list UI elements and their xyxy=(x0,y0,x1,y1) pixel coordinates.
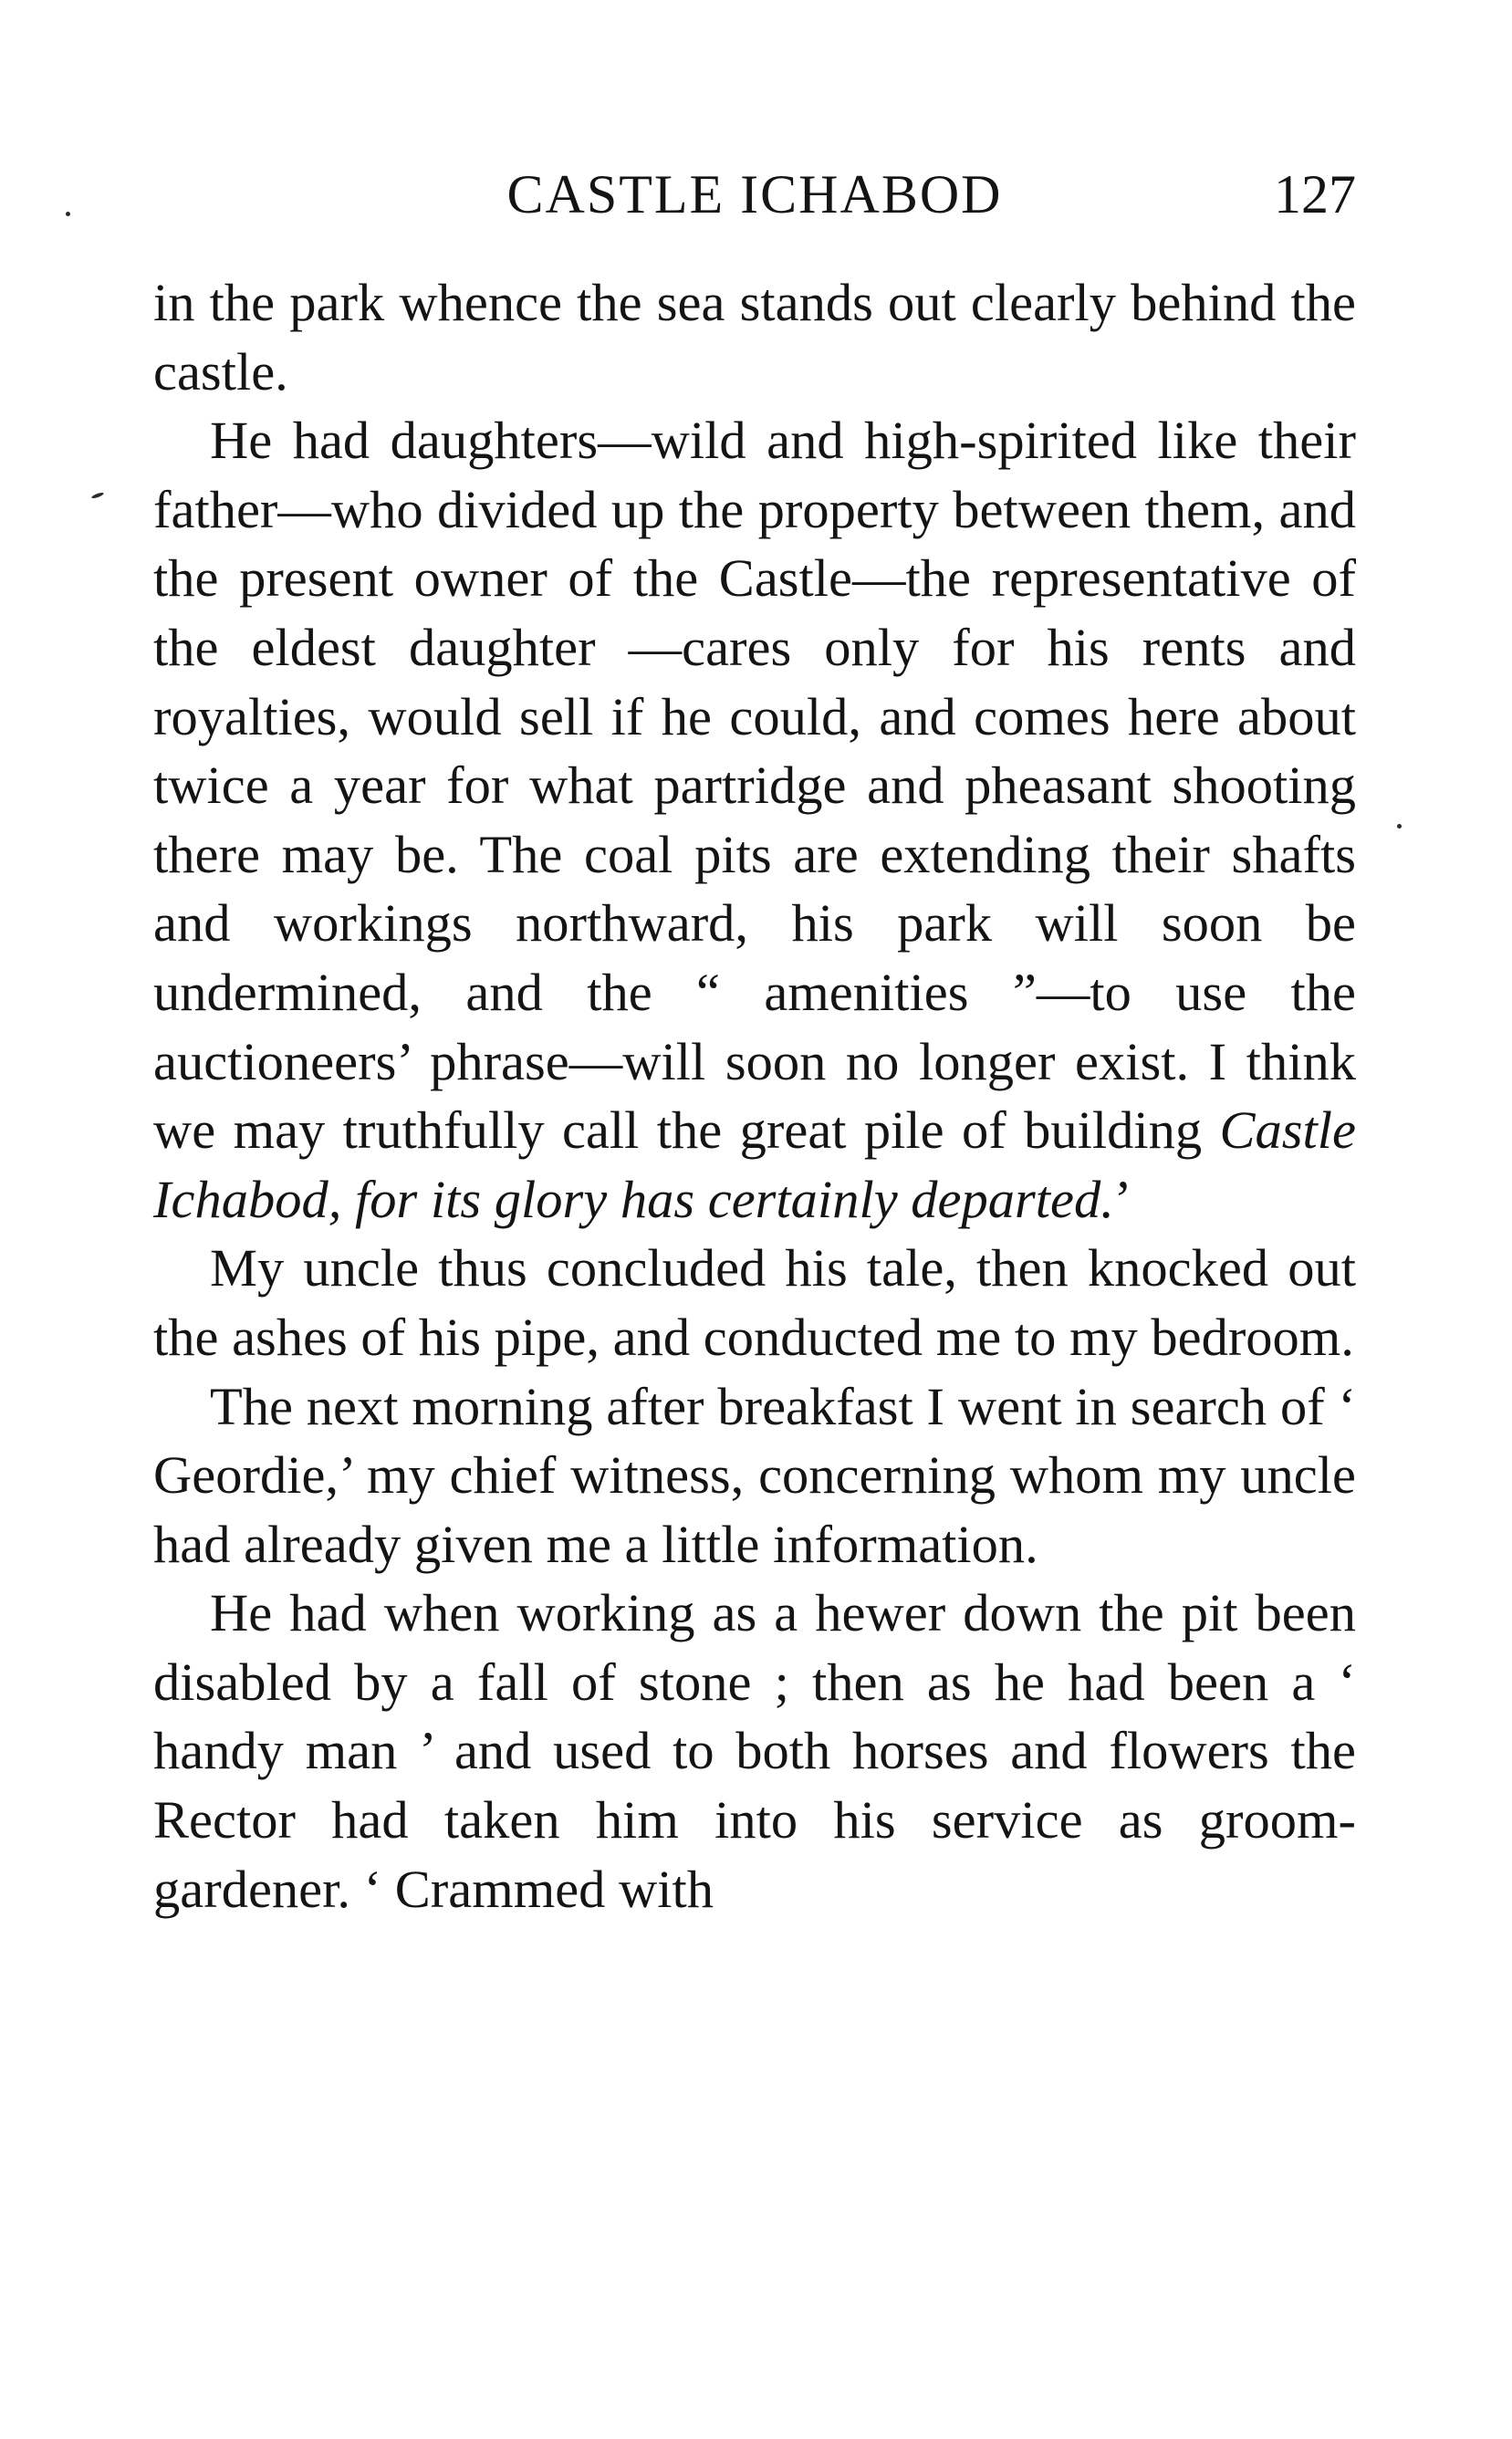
closing-quote: ’ xyxy=(1113,1169,1132,1229)
italic-phrase: Castle Ichabod, for its glory has certainly departed. xyxy=(153,1100,1356,1229)
page-number: 127 xyxy=(1274,164,1356,224)
scan-speck xyxy=(91,492,105,500)
paragraph-text: He had daughters—wild and high-spirited like their father—who divided up the property between them, and the present owner of the Castle—the representative of the eldest daughter —cares only for his rents and royalties, would sell if he could, and comes here about twice a year for what partridge and pheasant shooting there may be. The coal pits are extending their shafts and workings northward, his park will soon be undermined, and the “ amenities ”—to use the auctioneers’ phrase—will soon no longer exist. I think we may truthfully call the great pile of building xyxy=(153,411,1356,1161)
scan-speck xyxy=(66,212,70,216)
paragraph xyxy=(153,406,1356,1234)
scan-speck xyxy=(1397,824,1402,829)
body-text xyxy=(153,268,1356,1923)
running-title: CASTLE ICHABOD xyxy=(506,164,1003,224)
paragraph: My uncle thus concluded his tale, then knocked out the ashes of his pipe, and conducted me to my bedroom. xyxy=(153,1238,1356,1367)
paragraph: The next morning after breakfast I went in search of ‘ Geordie,’ my chief witness, concerning whom my uncle had already given me a little information. xyxy=(153,1376,1356,1574)
running-head xyxy=(153,162,1356,226)
paragraph: He had when working as a hewer down the pit been disabled by a fall of stone ; then as he had been a ‘ handy man ’ and used to both horses and flowers the Rector had taken him into his service as groom-gardener. ‘ Crammed with xyxy=(153,1583,1356,1919)
paragraph-continued: in the park whence the sea stands out clearly behind the castle. xyxy=(153,273,1356,401)
